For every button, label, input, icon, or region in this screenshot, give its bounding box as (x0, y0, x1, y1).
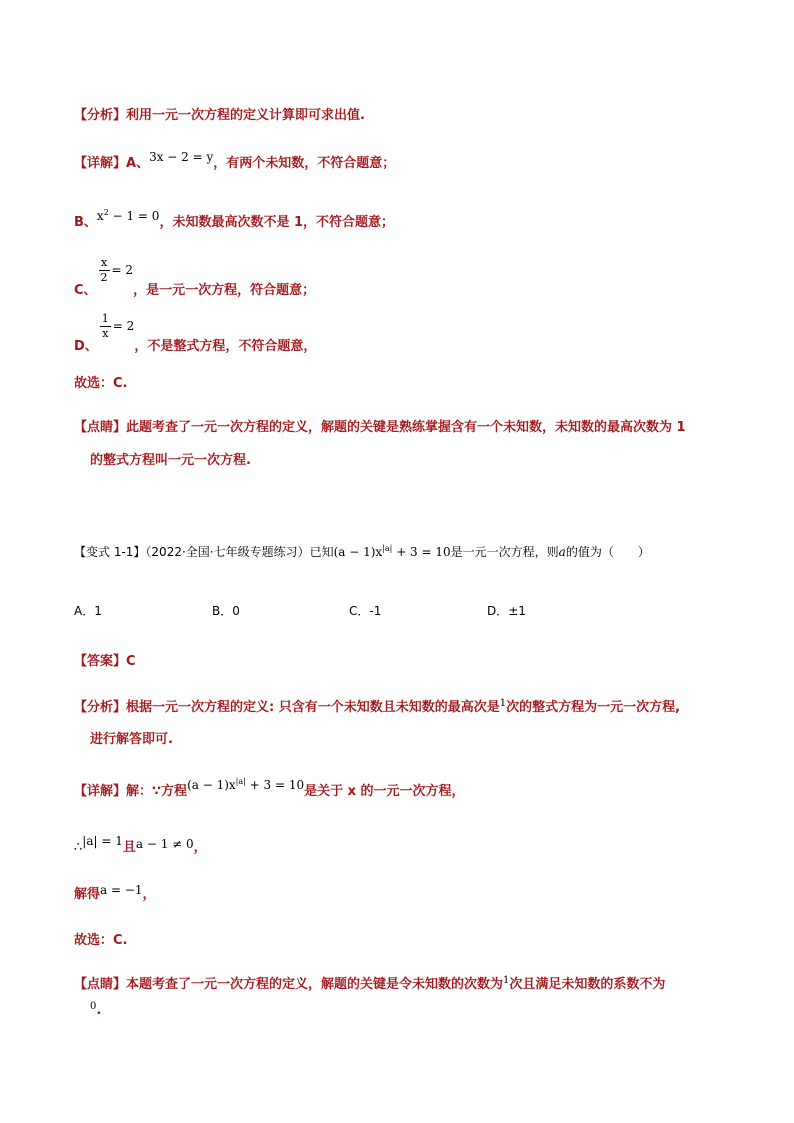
detail-1-line-c (74, 256, 316, 298)
detail-2-tag: 【详解】 (74, 784, 127, 799)
comment-2-line-2 (90, 1003, 101, 1018)
detail-1-line-a (74, 152, 395, 171)
therefore-line (74, 836, 207, 855)
detail-2-equation (187, 778, 304, 792)
comment-1-line-1 (74, 416, 686, 435)
answer-text: C (126, 654, 136, 669)
fraction-c-den: 2 (100, 271, 108, 284)
variant-source: （2022·全国·七年级专题练习）已知 (145, 545, 334, 559)
detail-2-text-2: 是关于 x 的一元一次方程， (304, 784, 465, 799)
fraction-d-num: 1 (101, 312, 109, 325)
detail-d-text: ，不是整式方程，不符合题意， (134, 339, 317, 354)
variant-eq-main: (a − 1)x (333, 545, 383, 559)
fraction-d (100, 312, 111, 341)
therefore-eq-2: a − 1 ≠ 0 (135, 837, 194, 851)
comment-1-line-2: 的整式方程叫一元一次方程. (90, 453, 251, 468)
detail-a-text: ，有两个未知数，不符合题意； (213, 156, 396, 171)
detail-c-text: ，是一元一次方程，符合题意； (133, 283, 316, 298)
analysis-2-one: 1 (499, 698, 507, 709)
fraction-c (99, 256, 110, 285)
therefore-and: 且 (122, 840, 136, 855)
fraction-c-eq: = 2 (111, 263, 134, 277)
detail-2-eq-rest: + 3 = 10 (245, 778, 305, 792)
analysis-1 (74, 104, 365, 123)
option-c: C．-1 (349, 604, 382, 618)
detail-b-text: ，未知数最高次数不是 1，不符合题意； (159, 215, 395, 230)
option-d-prefix: D、 (74, 339, 98, 354)
variant-var: a (558, 545, 566, 559)
solve-tail: ， (142, 887, 156, 902)
option-b: B．0 (212, 604, 240, 618)
comment-2-text-1: 本题考查了一元一次方程的定义，解题的关键是令未知数的次数为 (126, 977, 504, 992)
comment-2-line-1 (74, 973, 665, 992)
variant-eq-rest: + 3 = 10 (392, 545, 451, 559)
solve-eq: a = −1 (100, 883, 143, 897)
detail-1-line-b (74, 208, 395, 230)
variant-tag: 【变式 1-1】 (74, 545, 146, 559)
option-a-prefix: A、 (126, 156, 150, 171)
therefore-eq-1: |a| = 1 (82, 834, 123, 848)
analysis-text: 利用一元一次方程的定义计算即可求出值. (126, 108, 365, 123)
therefore-symbol: ∴ (74, 840, 83, 855)
equation-b-base: x (96, 209, 104, 223)
fraction-d-eq: = 2 (112, 319, 135, 333)
analysis-2-tag: 【分析】 (74, 700, 127, 715)
fraction-d-den: x (102, 327, 109, 340)
detail-tag: 【详解】 (74, 156, 127, 171)
analysis-2-text-1b: 次的整式方程为一元一次方程, (506, 700, 681, 715)
analysis-2-line-2: 进行解答即可. (90, 732, 173, 747)
comment-2-one: 1 (503, 975, 510, 986)
option-a: A．1 (74, 604, 102, 618)
therefore-tail: ， (193, 840, 207, 855)
comment-tag: 【点睛】 (74, 420, 127, 435)
variant-eq-exp: |a| (382, 544, 393, 553)
comment-2-tail: . (96, 1003, 102, 1018)
detail-2-text-1: 解：∵方程 (126, 784, 188, 799)
answer (74, 650, 136, 669)
choose-1: 故选：C. (74, 376, 128, 391)
detail-2-eq-main: (a − 1)x (187, 778, 236, 792)
analysis-2-text-1: 根据一元一次方程的定义: 只含有一个未知数且未知数的最高次是 (126, 700, 500, 715)
solve-text: 解得 (74, 887, 101, 902)
answer-tag: 【答案】 (74, 654, 127, 669)
detail-2 (74, 777, 465, 799)
comment-2-tag: 【点睛】 (74, 977, 127, 992)
comment-2-zero: 0 (90, 1001, 97, 1012)
analysis-tag: 【分析】 (74, 108, 127, 123)
detail-2-eq-exp: |a| (235, 777, 246, 786)
solve-line (74, 883, 156, 902)
equation-a: 3x − 2 = y (149, 150, 214, 164)
equation-b (97, 209, 160, 223)
variant-question (74, 543, 650, 560)
comment-1-text-1: 此题考查了一元一次方程的定义，解题的关键是熟练掌握含有一个未知数，未知数的最高次数为 1 (126, 420, 686, 435)
option-c-prefix: C、 (74, 283, 97, 298)
option-b-prefix: B、 (74, 215, 97, 230)
variant-equation (334, 545, 451, 559)
equation-b-exp: 2 (103, 208, 109, 217)
comment-2-text-1b: 次且满足未知数的系数不为 (509, 977, 666, 992)
detail-1-line-d (74, 312, 317, 354)
variant-text: 是一元一次方程，则 (450, 545, 559, 559)
choose-2: 故选：C. (74, 933, 128, 948)
equation-b-rest: − 1 = 0 (108, 209, 160, 223)
variant-text-2: 的值为（ ） (565, 545, 650, 559)
analysis-2-line-1 (74, 696, 680, 715)
fraction-c-num: x (99, 256, 110, 271)
option-d: D．±1 (487, 604, 526, 618)
